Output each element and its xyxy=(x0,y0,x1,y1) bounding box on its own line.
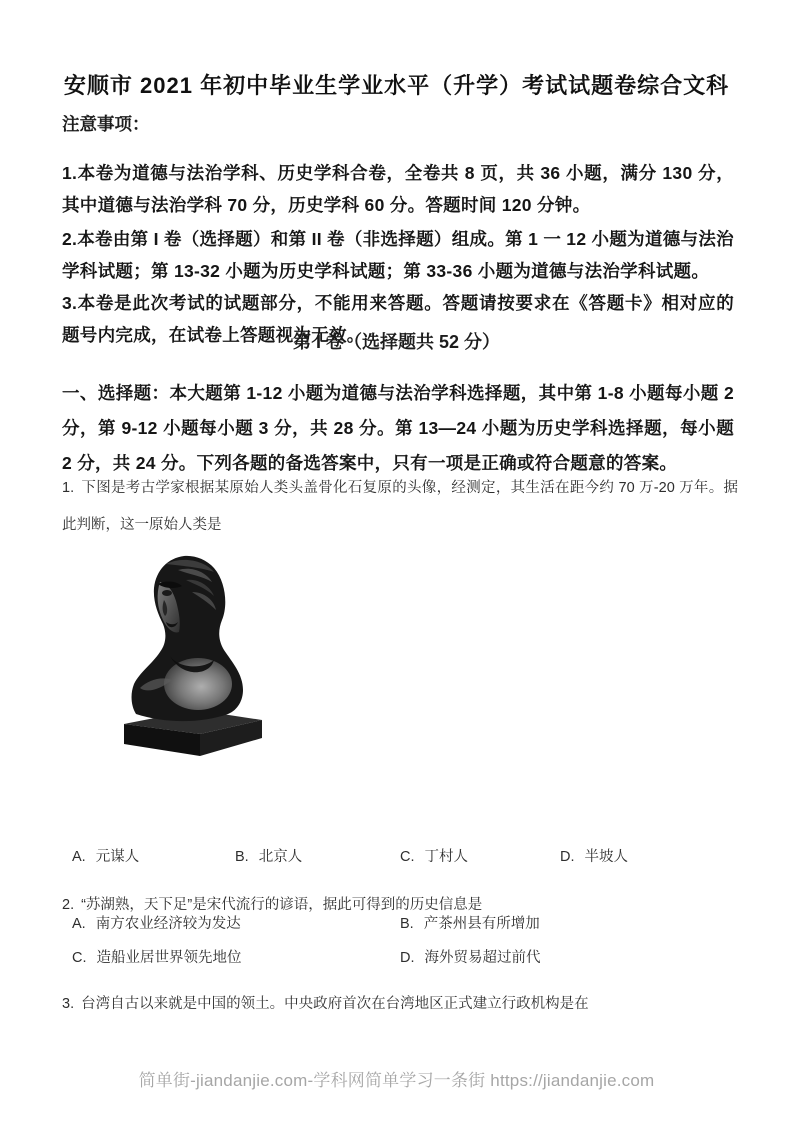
q2-option-d xyxy=(400,946,742,967)
q2-option-b-label: B. xyxy=(400,916,414,932)
q2-option-a-text: 南方农业经济较为发达 xyxy=(95,916,241,932)
q2-option-d-label: D. xyxy=(400,950,415,966)
q1-option-c-text: 丁村人 xyxy=(424,849,468,865)
bust-sculpture-image xyxy=(118,548,270,760)
q1-option-b-label: B. xyxy=(235,849,249,865)
q2-option-c xyxy=(72,946,400,967)
notice-item-2: 2.本卷由第 I 卷（选择题）和第 II 卷（非选择题）组成。第 1 一 12 小题为道德与法治学科试题；第 13-32 小题为历史学科试题；第 33-36 小题为道德与法治学科试题。 xyxy=(62,228,734,281)
q2-option-a-label: A. xyxy=(72,916,86,932)
q1-option-d-label: D. xyxy=(560,849,575,865)
part1-heading: 第 I 卷（选择题共 52 分） xyxy=(292,332,501,352)
q1-option-d xyxy=(560,845,742,866)
question-2-body: “苏湖熟，天下足”是宋代流行的谚语，据此可得到的历史信息是 xyxy=(81,896,483,913)
q2-option-b xyxy=(400,912,742,933)
q2-option-d-text: 海外贸易超过前代 xyxy=(424,950,541,966)
q2-option-c-label: C. xyxy=(72,950,87,966)
question-3-number: 3. xyxy=(62,995,75,1012)
q1-option-a-text: 元谋人 xyxy=(95,849,140,865)
q1-option-d-text: 半坡人 xyxy=(584,849,628,865)
q1-option-c-label: C. xyxy=(400,849,415,865)
question-1-options xyxy=(62,845,742,866)
section1-instructions: 一、选择题：本大题第 1-12 小题为道德与法治学科选择题，其中第 1-8 小题每小题 2 分，第 9-12 小题每小题 3 分，共 28 分。第 13—24 小题为历史学科选择题，每小题 2 分，共 24 分。下列各题的备选答案中，只有一项是正确或符合题意的答案。 xyxy=(62,382,734,473)
q1-option-b-text: 北京人 xyxy=(258,849,303,865)
notice-item-3: 3.本卷是此次考试的试题部分，不能用来答题。答题请按要求在《答题卡》相对应的题号内完成，在试卷上答题视为无效。 xyxy=(62,292,734,345)
question-1-number: 1. xyxy=(62,479,75,496)
question-3-text xyxy=(62,993,738,1015)
q1-option-a-label: A. xyxy=(72,849,86,865)
q2-option-b-text: 产茶州县有所增加 xyxy=(423,916,540,932)
q1-option-c xyxy=(400,845,560,866)
q2-option-c-text: 造船业居世界领先地位 xyxy=(96,950,242,966)
question-1-text xyxy=(62,470,738,544)
q1-option-b xyxy=(235,845,400,866)
q2-option-a xyxy=(72,912,400,933)
question-2-number: 2. xyxy=(62,896,75,913)
watermark-footer: 简单街-jiandanjie.com-学科网简单学习一条街 https://jiandanjie.com xyxy=(138,1071,655,1090)
page-title: 安顺市 2021 年初中毕业生学业水平（升学）考试试题卷综合文科 xyxy=(63,72,730,98)
question-3-body: 台湾自古以来就是中国的领土。中央政府首次在台湾地区正式建立行政机构是在 xyxy=(81,995,589,1012)
question-1-body: 下图是考古学家根据某原始人类头盖骨化石复原的头像，经测定，其生活在距今约 70 万-20 万年。据此判断，这一原始人类是 xyxy=(62,479,738,533)
question-2-options xyxy=(62,912,742,967)
notice-label: 注意事项： xyxy=(62,114,150,134)
q1-option-a xyxy=(72,845,235,866)
notice-item-1: 1.本卷为道德与法治学科、历史学科合卷，全卷共 8 页，共 36 小题，满分 130 分，其中道德与法治学科 70 分，历史学科 60 分。答题时间 120 分钟。 xyxy=(62,162,734,215)
question-1-figure xyxy=(118,548,270,760)
